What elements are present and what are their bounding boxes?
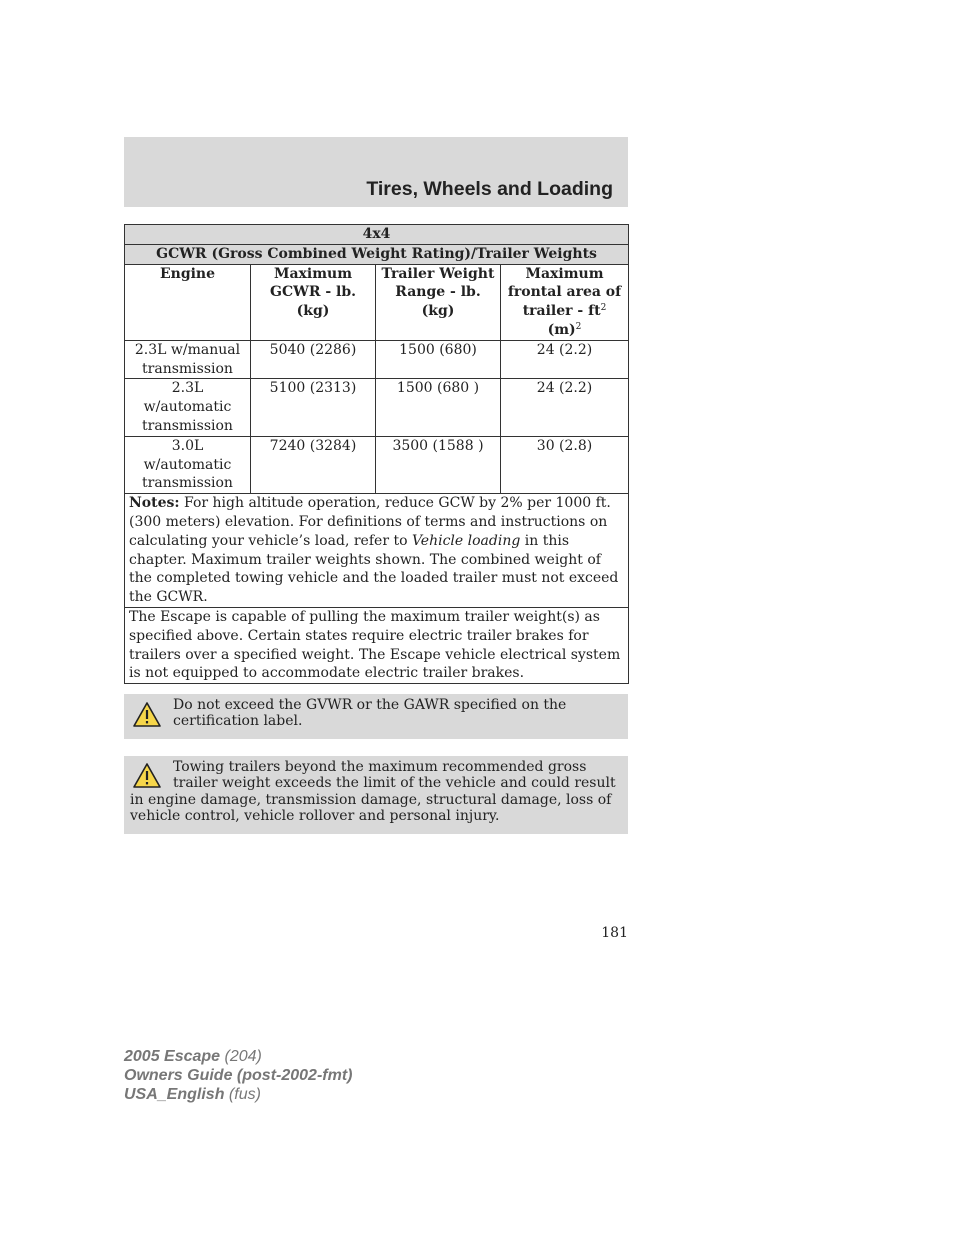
vehicle-loading-reference: Vehicle loading [411, 532, 521, 549]
notes-text-1: For high altitude operation, reduce GCW by 2% per 1000 ft. (300 meters) elevation. For definitions of terms and instructions on calculating your vehicle’s load, refer to [129, 495, 611, 549]
section-title: Tires, Wheels and Loading [366, 178, 613, 200]
table-row [125, 436, 629, 493]
notes-cell [125, 494, 629, 608]
page-number: 181 [601, 925, 628, 941]
escape-note-row [125, 607, 629, 683]
cell-gcwr: 7240 (3284) [251, 436, 376, 493]
cell-engine: 2.3L w/automatic transmission [125, 379, 251, 436]
table-header-row [125, 264, 629, 340]
col-header-gcwr: Maximum GCWR - lb. (kg) [251, 264, 376, 340]
table-subtitle-row [125, 244, 629, 264]
warning-triangle-icon [132, 762, 162, 789]
notes-label: Notes: [129, 495, 180, 512]
table-row [125, 340, 629, 379]
cell-engine: 2.3L w/manual transmission [125, 340, 251, 379]
table-subtitle: GCWR (Gross Combined Weight Rating)/Trailer Weights [125, 244, 629, 264]
warning-box-gvwr [124, 694, 628, 739]
escape-note-cell: The Escape is capable of pulling the maximum trailer weight(s) as specified above. Certain states require electric trailer brakes for trailers over a specified weight. The Escape vehicle electrical system is not equipped to accommodate electric trailer brakes. [125, 607, 629, 683]
table-title: 4x4 [125, 225, 629, 245]
col-header-trailer-weight: Trailer Weight Range - lb. (kg) [376, 264, 501, 340]
col-header-engine: Engine [125, 264, 251, 340]
table-title-row [125, 225, 629, 245]
warning-box-towing [124, 756, 628, 834]
cell-trailer-weight: 3500 (1588 ) [376, 436, 501, 493]
cell-frontal-area: 30 (2.8) [501, 436, 629, 493]
cell-frontal-area: 24 (2.2) [501, 340, 629, 379]
table-row [125, 379, 629, 436]
cell-trailer-weight: 1500 (680 ) [376, 379, 501, 436]
cell-frontal-area: 24 (2.2) [501, 379, 629, 436]
warning-text: Towing trailers beyond the maximum recommended gross trailer weight exceeds the limit of the vehicle and could result in engine damage, transmission damage, structural damage, loss of vehicle control, vehicle rollover and personal injury. [130, 759, 616, 825]
footer-line-language: USA_English (fus) [124, 1086, 261, 1103]
notes-text-2: in this chapter. Maximum trailer weights shown. The combined weight of the completed towing vehicle and the loaded trailer must not exceed the GCWR. [129, 532, 619, 606]
document-footer [124, 1047, 352, 1104]
cell-gcwr: 5040 (2286) [251, 340, 376, 379]
warning-text: Do not exceed the GVWR or the GAWR specified on the certification label. [173, 697, 567, 730]
cell-trailer-weight: 1500 (680) [376, 340, 501, 379]
gcwr-table [124, 224, 629, 684]
notes-row [125, 494, 629, 608]
section-header-band [124, 137, 628, 207]
warning-triangle-icon [132, 701, 162, 728]
footer-line-model: 2005 Escape (204) [124, 1048, 262, 1065]
col-header-frontal-area: Maximum frontal area of trailer - $ft^2$ $(m)^2$ [501, 264, 629, 340]
footer-line-guide: Owners Guide (post-2002-fmt) [124, 1067, 353, 1084]
cell-engine: 3.0L w/automatic transmission [125, 436, 251, 493]
cell-gcwr: 5100 (2313) [251, 379, 376, 436]
